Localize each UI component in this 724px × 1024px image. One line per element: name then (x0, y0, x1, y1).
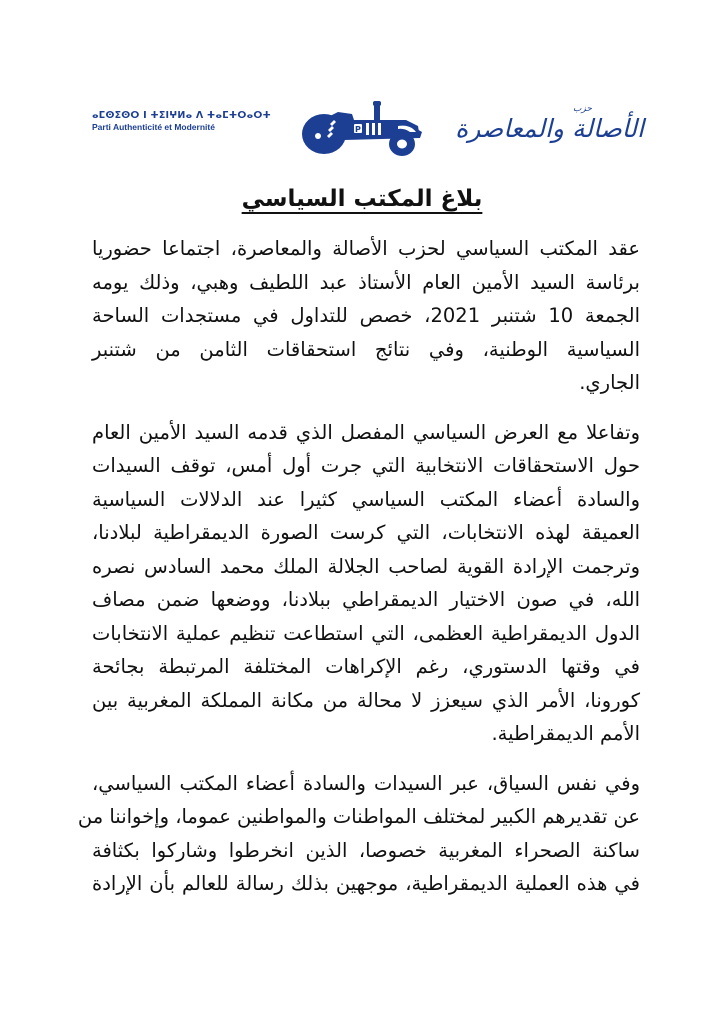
text-line: برئاسة السيد الأمين العام الأستاذ عبد اللطيف وهبي، وذلك يومه (92, 270, 640, 294)
text-line: حول الاستحقاقات الانتخابية التي جرت أول أمس، توقف السيدات (92, 454, 640, 477)
text-line: ساكنة الصحراء المغربية خصوصا، الذين انخرطوا وشاركوا بكثافة (92, 838, 640, 862)
paragraph-2 (92, 416, 640, 751)
party-name-tifinagh: ⴰⵎⵙⵉⵙⵔ ⵏ ⵜⵉⵏⵖⵍⴰ ⴷ ⵜⴰⵎⵜⵔⴰⵔⵜ (92, 110, 272, 121)
text-line: عن تقديرهم الكبير لمختلف المواطنات والمواطنين عموما، وإخواننا من (77, 805, 640, 828)
text-line: العميقة لهذه الانتخابات، التي كرست الصورة الديمقراطية لبلادنا، (92, 521, 640, 544)
text-line: كورونا، الأمر الذي سيعزز لا محالة من مكانة المملكة المغربية بين (92, 688, 640, 712)
text-line: وفي نفس السياق، عبر السيدات والسادة أعضاء المكتب السياسي، (92, 771, 640, 795)
page-title (0, 186, 724, 212)
text-line: عقد المكتب السياسي لحزب الأصالة والمعاصرة، اجتماعا حضوريا (92, 237, 640, 260)
communique-body (77, 232, 640, 917)
communique-title: بلاغ المكتب السياسي (241, 186, 483, 212)
text-line: الجاري. (579, 371, 640, 394)
party-name-latin-block (92, 110, 292, 133)
party-name-arabic-block (434, 104, 644, 144)
text-line: السياسية الوطنية، وفي نتائج استحقاقات الثامن من شتنبر (92, 337, 640, 361)
svg-text:P: P (355, 125, 361, 134)
party-name-arabic: الأصالة والمعاصرة (455, 114, 644, 143)
party-name-french: Parti Authenticité et Modernité (92, 122, 215, 132)
text-line: في هذه العملية الديمقراطية، موجهين بذلك رسالة للعالم بأن الإرادة (92, 872, 640, 895)
party-letterhead (88, 96, 648, 160)
text-line: الجمعة 10 شتنبر 2021، خصص للتداول في مستجدات الساحة (92, 304, 640, 327)
tractor-icon (294, 98, 434, 158)
party-label-arabic: حزب (572, 104, 592, 114)
text-line: في وقتها الدستوري، رغم الإكراهات المختلفة المرتبطة بجائحة (92, 655, 640, 678)
paragraph-1 (92, 232, 640, 400)
paragraph-3 (77, 767, 640, 901)
text-line: الله، في صون الاختيار الديمقراطي ببلادنا، ووضعها ضمن مصاف (92, 588, 640, 611)
text-line: الأمم الديمقراطية. (491, 722, 640, 745)
text-line: وتفاعلا مع العرض السياسي المفصل الذي قدمه السيد الأمين العام (92, 420, 640, 444)
text-line: وترجمت الإرادة القوية لصاحب الجلالة الملك محمد السادس نصره (92, 554, 640, 578)
text-line: والسادة أعضاء المكتب السياسي كثيرا عند الدلالات السياسية (92, 487, 640, 511)
text-line: الدول الديمقراطية العظمى، التي استطاعت تنظيم عملية الانتخابات (92, 621, 640, 645)
